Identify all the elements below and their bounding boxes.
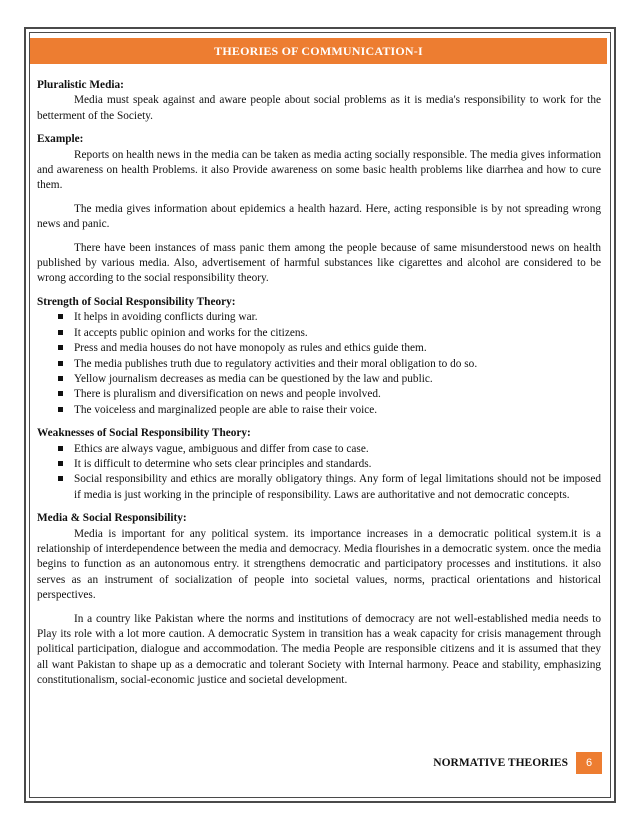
- list-item: There is pluralism and diversification on news and people involved.: [37, 387, 601, 402]
- paragraph-example-3: There have been instances of mass panic them among the people because of same misunderstood news on health published by various media. Also, advertisement of harmful substances like cigarettes and alcohol are considered to be wrong according to the social responsibility theory.: [37, 241, 601, 285]
- list-item: Ethics are always vague, ambiguous and differ from case to case.: [37, 442, 601, 457]
- weakness-list: [37, 442, 601, 504]
- page-number: 6: [585, 757, 593, 769]
- heading-example: Example:: [37, 133, 84, 146]
- page-footer: [433, 752, 602, 774]
- document-body: [37, 78, 601, 689]
- list-item: Press and media houses do not have monopoly as rules and ethics guide them.: [37, 341, 601, 356]
- header-banner: [30, 38, 607, 64]
- paragraph-example-1: Reports on health news in the media can be taken as media acting socially responsible. The media gives information and awareness on health Problems. it also Provide awareness on some basic health problems like diarrhea and how to cure them.: [37, 148, 601, 192]
- strength-list: [37, 310, 601, 418]
- footer-label: NORMATIVE THEORIES: [433, 757, 568, 769]
- list-item: The media publishes truth due to regulatory activities and their moral obligation to do so.: [37, 357, 601, 372]
- paragraph-pluralistic-media: Media must speak against and aware people about social problems as it is media's responsibility to work for the betterment of the Society.: [37, 94, 601, 122]
- list-item: It is difficult to determine who sets clear principles and standards.: [37, 457, 601, 472]
- list-item: Yellow journalism decreases as media can be questioned by the law and public.: [37, 372, 601, 387]
- paragraph-media-social-2: In a country like Pakistan where the norms and institutions of democracy are not well-established media needs to Play its role with a lot more caution. A democratic System in transition has a weak capacity for crisis management through political participation, dialogue and accommodation. The media People are responsible citizens and it is assumed that they all want Pakistan to shape up as a democratic and tolerant Society with Internal harmony. Peace and stability, emphasizing constitutionalism, social-economic justice and societal development.: [37, 612, 601, 687]
- page-number-badge: [576, 752, 602, 774]
- heading-media-social-responsibility: Media & Social Responsibility:: [37, 512, 187, 525]
- header-title: THEORIES OF COMMUNICATION-I: [214, 44, 423, 58]
- list-item: It helps in avoiding conflicts during war.: [37, 310, 601, 325]
- paragraph-example-2: The media gives information about epidemics a health hazard. Here, acting responsible is by not spreading wrong news and panic.: [37, 202, 601, 231]
- list-item: It accepts public opinion and works for the citizens.: [37, 326, 601, 341]
- list-item: Social responsibility and ethics are morally obligatory things. Any form of legal limitations should not be imposed if media is just working in the principle of responsibility. Laws are authoritative and not democratic concepts.: [37, 472, 601, 503]
- heading-strength: Strength of Social Responsibility Theory:: [37, 295, 236, 308]
- paragraph-media-social-1: Media is important for any political system. its importance increases in a democratic political system.it is a relationship of interdependence between the media and democracy. Media flourishes in a democratic system. once the media begins to function as an autonomous entry. it strengthens democratic and participatory processes and institutions. it also serves as an instrument of socialization of people into societal values, norms, practical orientations and historical perspectives.: [37, 527, 601, 602]
- list-item: The voiceless and marginalized people are able to raise their voice.: [37, 403, 601, 418]
- heading-pluralistic-media: Pluralistic Media:: [37, 79, 124, 91]
- heading-weakness: Weaknesses of Social Responsibility Theory:: [37, 427, 251, 440]
